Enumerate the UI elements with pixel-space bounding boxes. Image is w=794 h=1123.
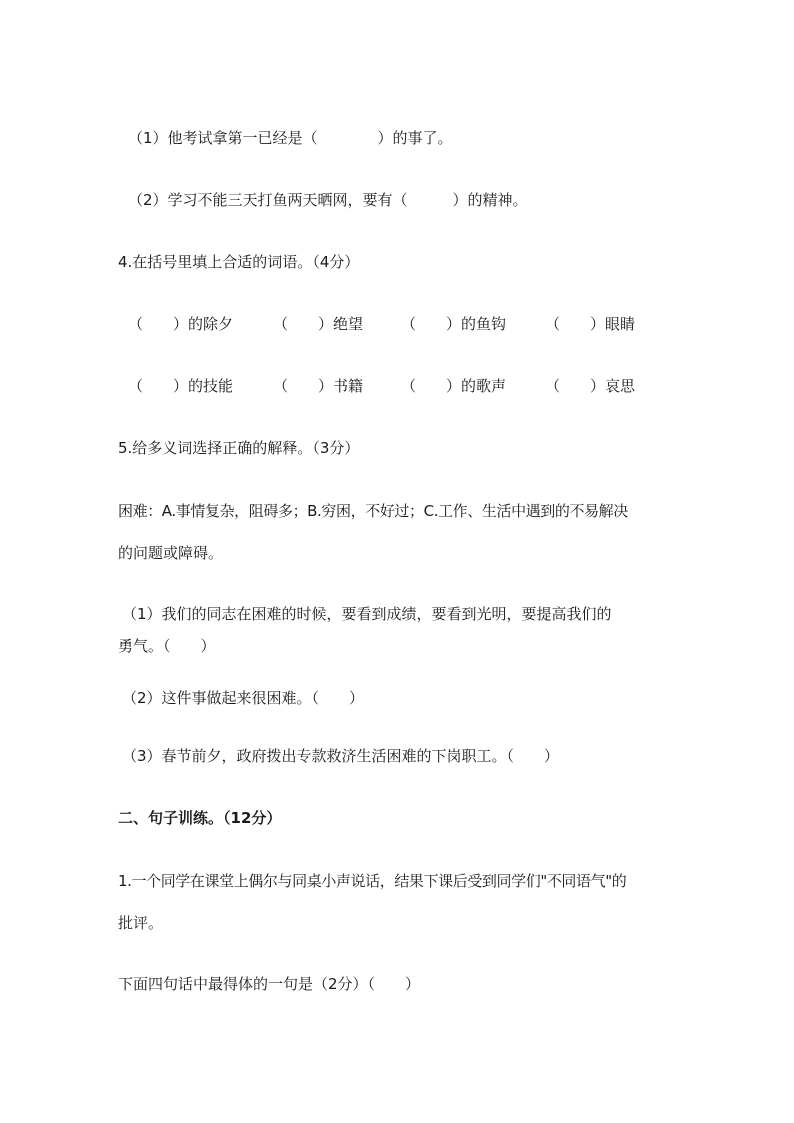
blank-word: （ ）的歌声 [401,377,507,395]
q5-title: 5.给多义词选择正确的解释。（3分） [118,439,360,457]
q5-definition-line-2: 的问题或障碍。 [118,544,224,562]
blank-word: （ ）眼睛 [545,315,636,333]
q5-item-1-line-2: 勇气。（ ） [118,637,216,655]
q5-item-1-line-1: （1）我们的同志在困难的时候，要看到成绩，要看到光明，要提高我们的 [122,605,612,623]
q5-definition-line-1: 困难：A.事情复杂，阻碍多；B.穷困，不好过；C.工作、生活中遇到的不易解决 [118,502,628,520]
blank-word: （ ）的技能 [128,377,234,395]
s2-q1-line-2: 批评。 [118,914,164,932]
blank-word: （ ）书籍 [273,377,364,395]
q4-word-row-1 [128,314,648,334]
q5-item-2: （2）这件事做起来很困难。（ ） [122,689,365,707]
q4-title: 4.在括号里填上合适的词语。（4分） [118,253,360,271]
q3-item-1: （1）他考试拿第一已经是（ ）的事了。 [128,129,453,147]
blank-word: （ ）的除夕 [128,315,234,333]
s2-q1-prompt: 下面四句话中最得体的一句是（2分）（ ） [118,975,421,993]
blank-word: （ ）哀思 [545,377,636,395]
q4-word-row-2 [128,376,648,396]
blank-word: （ ）绝望 [273,315,364,333]
q3-item-2: （2）学习不能三天打鱼两天晒网，要有（ ）的精神。 [128,191,528,209]
q5-item-3: （3）春节前夕，政府拨出专款救济生活困难的下岗职工。（ ） [122,747,560,765]
s2-q1-line-1: 1.一个同学在课堂上偶尔与同桌小声说话，结果下课后受到同学们"不同语气"的 [118,872,627,890]
blank-word: （ ）的鱼钩 [401,315,507,333]
section-2-heading: 二、句子训练。（12分） [118,809,282,827]
